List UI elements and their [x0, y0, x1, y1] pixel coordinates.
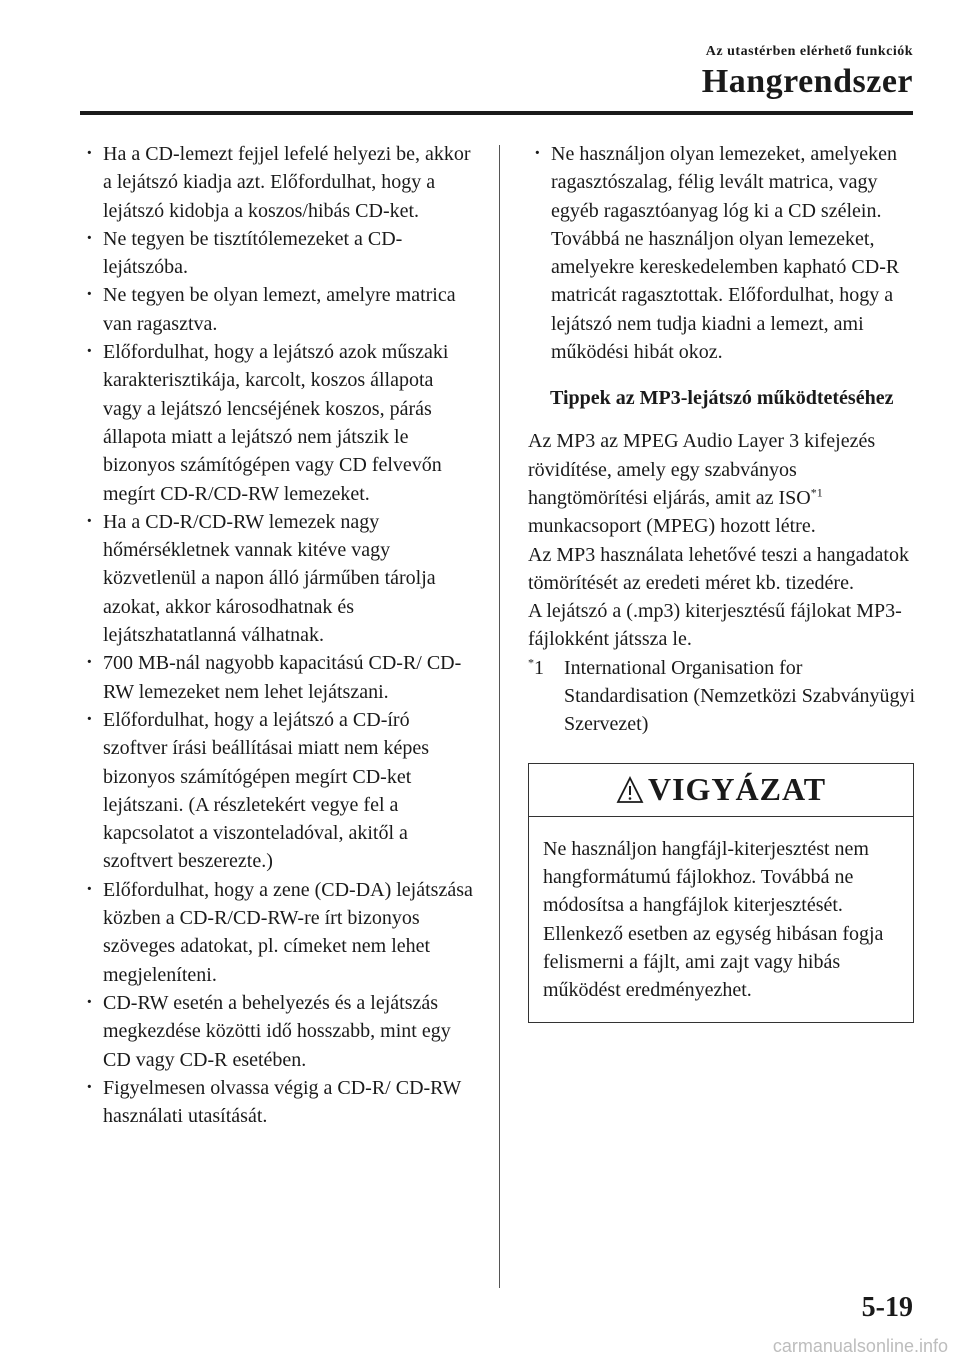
footnote-number: 1: [534, 656, 544, 679]
page-title: Hangrendszer: [701, 63, 913, 100]
list-item: · Előfordulhat, hogy a lejátszó a CD-író szoftver írási beállításai miatt nem képes bizonyos számítógépen megírt CD-ket lejátszani. (A részletekért vegye fel a kapcsolatot a viszonteladóval, akitől a szoftvert beszerezte.): [80, 706, 475, 876]
header-rule: [80, 111, 913, 115]
warning-triangle-icon: [616, 776, 644, 804]
footnote-reference: *1: [810, 485, 823, 500]
list-item: · Előfordulhat, hogy a zene (CD-DA) lejátszása közben a CD-R/CD-RW-re írt bizonyos szöveges adatokat, pl. címeket nem lehet megjeleníteni.: [80, 876, 475, 989]
column-divider: [499, 145, 500, 1288]
list-item: · Ne tegyen be olyan lemezt, amelyre matrica van ragasztva.: [80, 281, 475, 338]
footnote-text: International Organisation for Standardisation (Nemzetközi Szabványügyi Szervezet): [564, 656, 916, 736]
right-column: [528, 140, 918, 1023]
right-bullet-list: [528, 140, 918, 366]
mp3-definition-text-end: munkacsoport (MPEG) hozott létre.: [528, 515, 816, 538]
mp3-playback-paragraph: A lejátszó a (.mp3) kiterjesztésű fájlokat MP3-fájlokként játssza le.: [528, 600, 902, 651]
warning-text: Ne használjon hangfájl-kiterjesztést nem hangformátumú fájlokhoz. Továbbá ne módosítsa a hangfájlok kiterjesztését. Ellenkező esetben az egység hibásan fogja felismerni a fájlt, ami zajt vagy hibás működést eredményezhet.: [543, 837, 884, 1002]
header-section-label: Az utastérben elérhető funkciók: [705, 44, 913, 59]
watermark: carmanualsonline.info: [772, 1336, 948, 1356]
list-item: · 700 MB-nál nagyobb kapacitású CD-R/ CD-RW lemezeket nem lehet lejátszani.: [80, 649, 475, 706]
left-column: [80, 140, 475, 1130]
list-item: · Előfordulhat, hogy a lejátszó azok műszaki karakterisztikája, karcolt, koszos állapota vagy a lejátszó lencséjének koszos, párás állapota miatt a lejátszó nem játszik le bizonyos számítógépen vagy CD felvevőn megírt CD-R/CD-RW lemezeket.: [80, 338, 475, 508]
mp3-definition-paragraph: [528, 427, 918, 540]
mp3-compression-paragraph: Az MP3 használata lehetővé teszi a hangadatok tömörítését az eredeti méret kb. tizedére.: [528, 543, 909, 594]
page-number: 5-19: [861, 1292, 913, 1323]
warning-title: VIGYÁZAT: [647, 771, 827, 808]
list-item: · Ha a CD-R/CD-RW lemezek nagy hőmérsékletnek vannak kitéve vagy közvetlenül a napon álló járműben tárolja azokat, akkor károsodhatnak és lejátszhatatlanná válhatnak.: [80, 508, 475, 649]
warning-header: [529, 764, 913, 817]
list-item: · Ne használjon olyan lemezeket, amelyeken ragasztószalag, félig levált matrica, vagy egyéb ragasztóanyag lóg ki a CD szélein. Továbbá ne használjon olyan lemezeket, amelyekre kereskedelemben kapható CD-R matricát ragasztottak. Előfordulhat, hogy a lejátszó nem tudja kiadni a lemezt, ami működési hibát okoz.: [528, 140, 918, 366]
list-item: · Ha a CD-lemezt fejjel lefelé helyezi be, akkor a lejátszó kiadja azt. Előfordulhat, hogy a lejátszó kidobja a koszos/hibás CD-ket.: [80, 140, 475, 225]
left-bullet-list: [80, 140, 475, 1130]
mp3-section-heading: Tippek az MP3-lejátszó működtetéséhez: [550, 387, 894, 410]
footnote-marker: [528, 654, 564, 739]
list-item: · CD-RW esetén a behelyezés és a lejátszás megkezdése közötti idő hosszabb, mint egy CD vagy CD-R esetében.: [80, 989, 475, 1074]
footnote-asterisk: *: [528, 655, 534, 670]
list-item: · Figyelmesen olvassa végig a CD-R/ CD-RW használati utasítását.: [80, 1074, 475, 1131]
mp3-definition-text: Az MP3 az MPEG Audio Layer 3 kifejezés rövidítése, amely egy szabványos hangtömörítési eljárás, amit az ISO: [528, 430, 876, 509]
list-item: · Ne tegyen be tisztítólemezeket a CD-lejátszóba.: [80, 225, 475, 282]
footnote: [528, 654, 918, 739]
warning-box: [528, 763, 914, 1024]
